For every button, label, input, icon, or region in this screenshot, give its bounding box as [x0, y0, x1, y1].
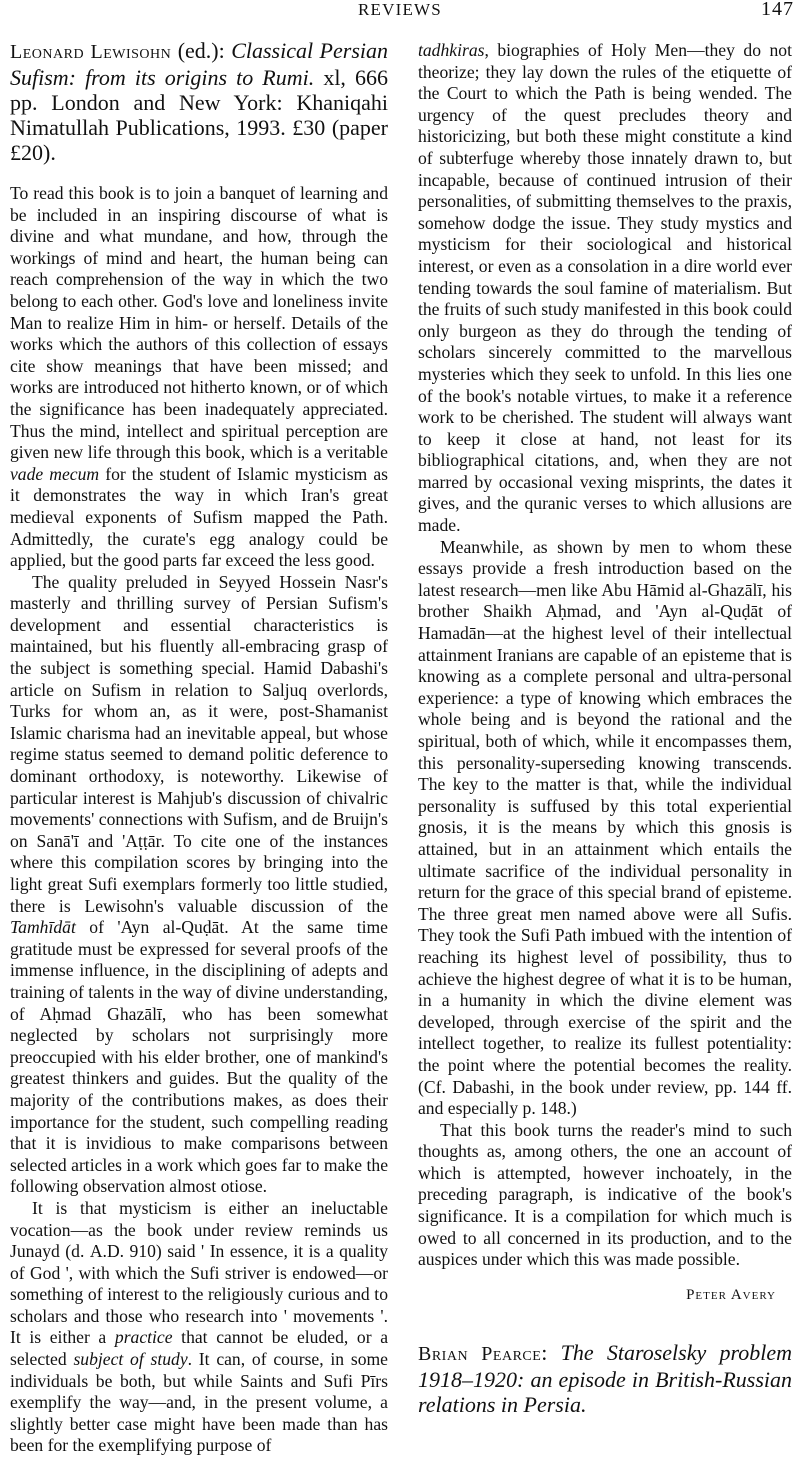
editor-note: (ed.): [171, 38, 232, 63]
paragraph-1: To read this book is to join a banquet of learning and be included in an inspiring discourse of what is divine and what mundane, and how, through the workings of mind and heart, the human being can reach comprehension of the way in which the two belong to each other. God's love and loneliness invite Man to realize Him in him- or herself. Details of the works which the authors of this collection of essays cite show meanings that have been missed; and works are introduced not hitherto known, or of which the significance has been inadequately appreciated. Thus the mind, intellect and spiritual perception are given new life through this book, which is a veritable vade mecum for the student of Islamic mysticism as it demonstrates the way in which Iran's great medieval exponents of Sufism mapped the Path. Admittedly, the curate's egg analogy could be applied, but the good parts far exceed the less good. [10, 183, 388, 571]
right-column [418, 40, 792, 1417]
running-title: REVIEWS [358, 0, 442, 19]
paragraph-2: The quality preluded in Seyyed Hossein Nasr's masterly and thrilling survey of Persian Sufism's development and essential characteristics is maintained, but his fluently all-embracing grasp of the subject is something special. Hamid Dabashi's article on Sufism in relation to Saljuq overlords, Turks for whom an, as it were, post-Shamanist Islamic charisma had an inevitable appeal, but whose regime status seemed to demand politic deference to dominant orthodoxy, is noteworthy. Likewise of particular interest is Mahjub's discussion of chivalric movements' connections with Sufism, and de Bruijn's on Sanā'ī and 'Aṭṭār. To cite one of the instances where this compilation scores by bringing into the light great Sufi exemplars formerly too little studied, there is Lewisohn's valuable discussion of the Tamhīdāt of 'Ayn al-Quḍāt. At the same time gratitude must be expressed for several proofs of the immense influence, in the disciplining of adepts and training of talents in the way of divine understanding, of Aḥmad Ghazālī, who has been somewhat neglected by scholars not surprisingly more preoccupied with his elder brother, one of mankind's greatest thinkers and guides. But the quality of the majority of the contributions makes, as does their importance for the student, such compelling reading that it is invidious to make comparisons between selected articles in a work which goes far to make the following observation almost otiose. [10, 571, 388, 1197]
reviewer-signature: Peter Avery [686, 1286, 776, 1303]
left-column [10, 38, 388, 1457]
book-author-2: Brian Pearce [418, 1343, 542, 1366]
paragraph-5: That this book turns the reader's mind to such thoughts as, among others, the one an account of which is attempted, however inchoately, in the preceding paragraph, is indicative of the book's significance. It is a compilation for which much is owed to all concerned in its production, and to the auspices under which this was made possible. [418, 1119, 792, 1270]
book-author: Leonard Lewisohn [10, 41, 172, 63]
book-details: xl, 666 pp. London and New York: Khaniqahi Nimatullah Publications, 1993. £30 (paper £20). [10, 65, 388, 165]
book-title-2: The Staroselsky problem 1918–1920: an episode in British-Russian relations in Persia. [418, 1340, 792, 1418]
running-head [0, 0, 800, 22]
paragraph-3-continued: tadhkiras, biographies of Holy Men—they do not theorize; they lay down the rules of the etiquette of the Court to which the Path is being wended. The urgency of the quest precludes theory and historicizing, but both these might constitute a kind of subterfuge whereby those innately drawn to, but incapable, because of continued intrusion of their personalities, of submitting themselves to the praxis, somehow dodge the issue. They study mystics and mysticism for their sociological and historical interest, or even as a consolation in a dire world ever tending towards the soul famine of materialism. But the fruits of such study manifested in this book could only burgeon as they do through the tending of scholars sincerely committed to the marvellous mysteries which they seek to unfold. In this lies one of the book's notable virtues, to make it a reference work to be cherished. The student will always want to keep it close at hand, not least for its bibliographical citations, and, when they are not marred by occasional vexing misprints, the dates it gives, and the quranic verses to which allusions are made. [418, 40, 792, 536]
review-heading [10, 38, 388, 165]
review-heading-2 [418, 1340, 792, 1417]
separator: : [541, 1340, 561, 1366]
book-title: Classical Persian Sufism: from its origins to Rumi. [10, 38, 388, 90]
paragraph-3: It is that mysticism is either an ineluctable vocation—as the book under review reminds us Junayd (d. A.D. 910) said ' In essence, it is a quality of God ', with which the Sufi striver is endowed—or something of interest to the religiously curious and to scholars and those who research into ' movements '. It is either a practice that cannot be eluded, or a selected subject of study. It can, of course, in some individuals be both, but while Saints and Sufi Pīrs exemplify the way—and, in the present volume, a slightly better case might have been made than has been for the exemplifying purpose of [10, 1197, 388, 1456]
paragraph-4: Meanwhile, as shown by men to whom these essays provide a fresh introduction based on the latest research—men like Abu Hāmid al-Ghazālī, his brother Shaikh Aḥmad, and 'Ayn al-Quḍāt of Hamadān—at the highest level of their intellectual attainment Iranians are capable of an episteme that is knowing as a complete personal and ultra-personal experience: a type of knowing which embraces the whole being and is beyond the rational and the spiritual, both of which, while it encompasses them, this personality-superseding knowing transcends. The key to the matter is that, while the individual personality is suffused by this total experiential gnosis, it is the means by which this gnosis is attained, but in an attainment which entails the ultimate sacrifice of the individual personality in return for the grace of this special brand of episteme. The three great men named above were all Sufis. They took the Sufi Path imbued with the intention of reaching its highest level of possibility, thus to achieve the highest degree of what it is to be human, in a humanity in which the divine element was developed, through exercise of the spirit and the intellect together, to realize its fullest potentiality: the point where the potential becomes the reality. (Cf. Dabashi, in the book under review, pp. 144 ff. and especially p. 148.) [418, 536, 792, 1119]
page-number: 147 [761, 0, 794, 20]
